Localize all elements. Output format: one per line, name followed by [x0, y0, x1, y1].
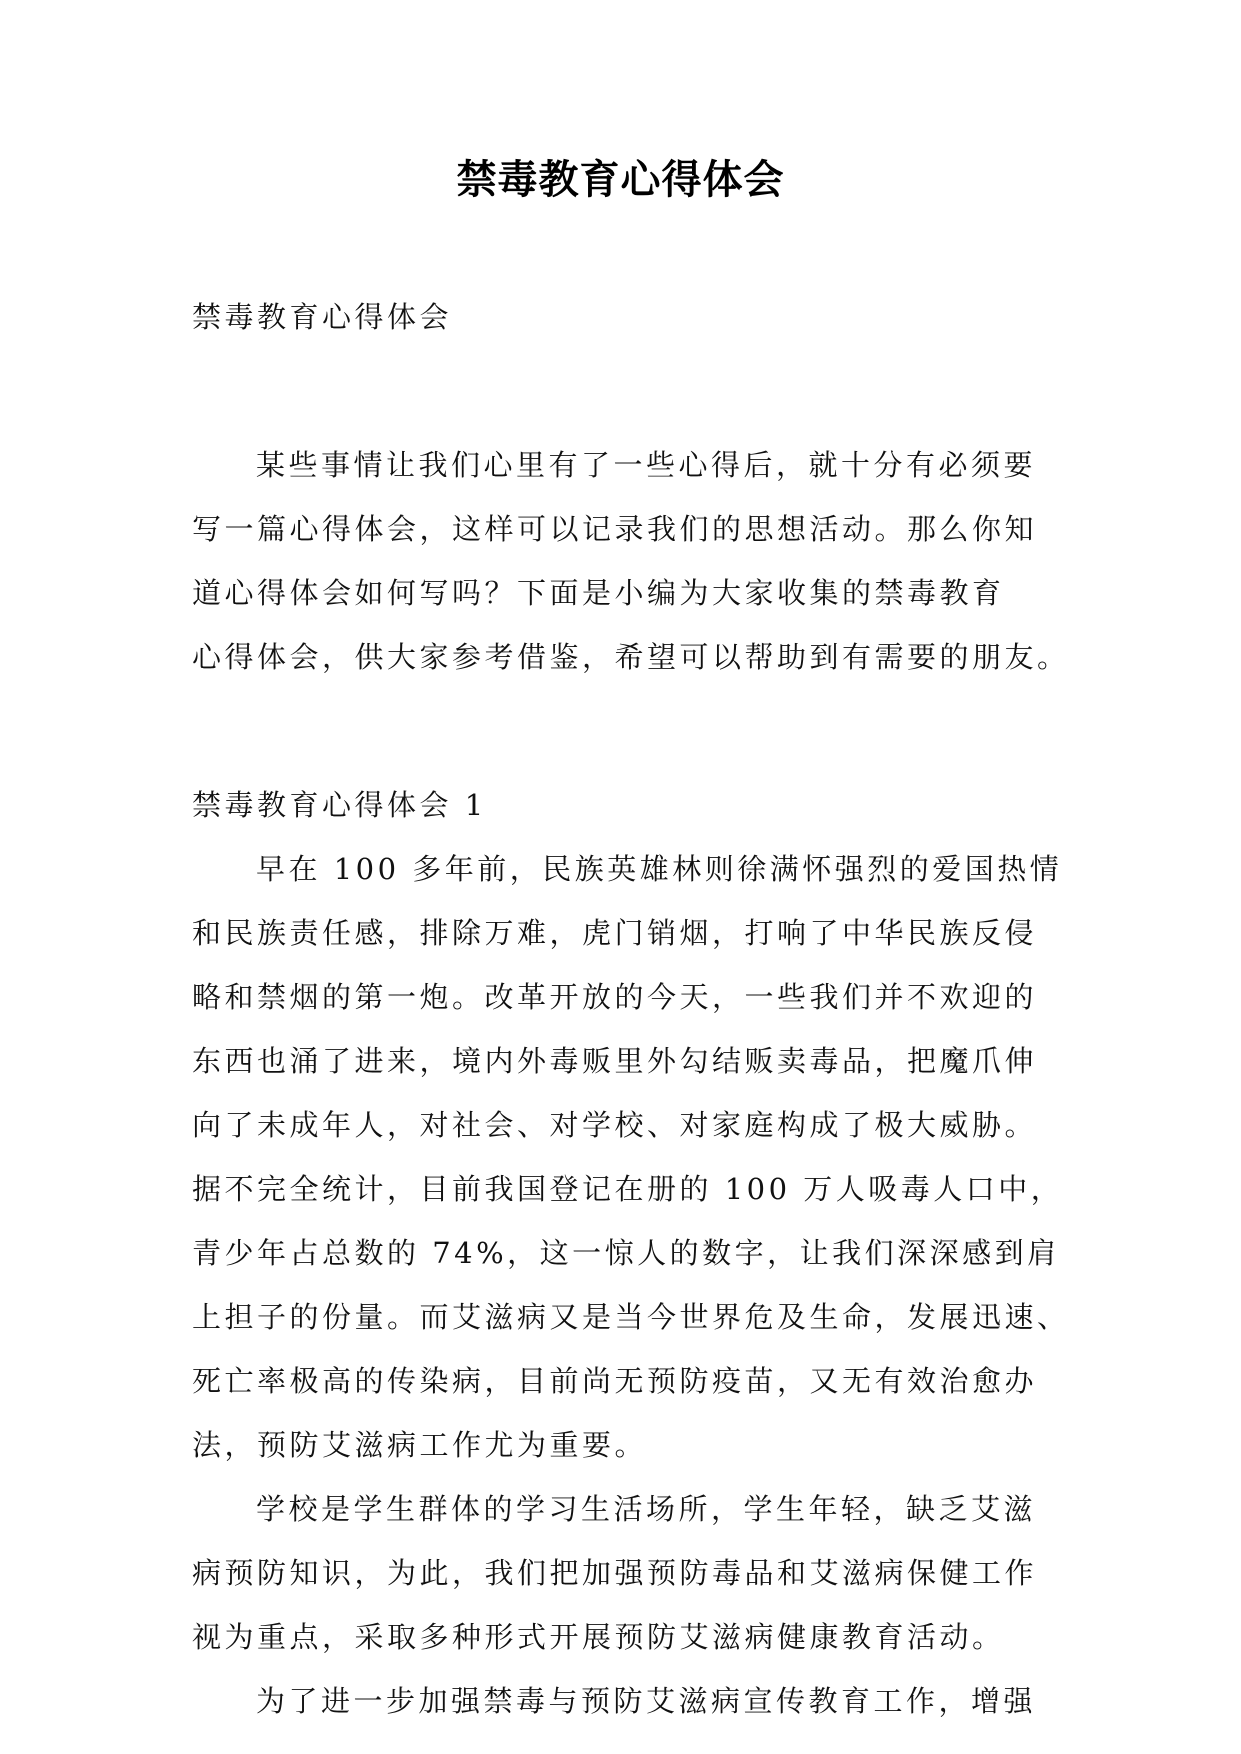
- intro-paragraph: [192, 433, 1070, 689]
- intro-line: 写一篇心得体会，这样可以记录我们的思想活动。那么你知: [192, 512, 1038, 546]
- paragraph-line: 和民族责任感，排除万难，虎门销烟，打响了中华民族反侵: [192, 916, 1038, 950]
- paragraph-line: 据不完全统计，目前我国登记在册的 100 万人吸毒人口中，: [192, 1172, 1064, 1206]
- intro-line: 某些事情让我们心里有了一些心得后，就十分有必须要: [256, 448, 1037, 482]
- paragraph-line: 略和禁烟的第一炮。改革开放的今天，一些我们并不欢迎的: [192, 980, 1038, 1014]
- paragraph-line: 东西也涌了进来，境内外毒贩里外勾结贩卖毒品，把魔爪伸: [192, 1044, 1038, 1078]
- intro-line: 道心得体会如何写吗？下面是小编为大家收集的禁毒教育: [192, 576, 1005, 610]
- paragraph-line: 为了进一步加强禁毒与预防艾滋病宣传教育工作，增强: [256, 1684, 1037, 1718]
- intro-line: 心得体会，供大家参考借鉴，希望可以帮助到有需要的朋友。: [192, 640, 1070, 674]
- paragraph-line: 法，预防艾滋病工作尤为重要。: [192, 1428, 648, 1462]
- document-body: [192, 285, 1070, 1733]
- section-heading: 禁毒教育心得体会 1: [192, 788, 487, 822]
- document-title: 禁毒教育心得体会: [456, 157, 785, 203]
- paragraph-line: 向了未成年人，对社会、对学校、对家庭构成了极大威胁。: [192, 1108, 1038, 1142]
- paragraph-line: 上担子的份量。而艾滋病又是当今世界危及生命，发展迅速、: [192, 1300, 1070, 1334]
- paragraph-line: 死亡率极高的传染病，目前尚无预防疫苗，又无有效治愈办: [192, 1364, 1038, 1398]
- paragraph-line: 视为重点，采取多种形式开展预防艾滋病健康教育活动。: [192, 1620, 1005, 1654]
- subtitle-line: 禁毒教育心得体会: [192, 300, 453, 334]
- paragraph-line: 青少年占总数的 74%，这一惊人的数字，让我们深深感到肩: [192, 1236, 1060, 1270]
- paragraph-3: [192, 1669, 1052, 1733]
- paragraph-line: 学校是学生群体的学习生活场所，学生年轻，缺乏艾滋: [256, 1492, 1037, 1526]
- paragraph-line: 病预防知识，为此，我们把加强预防毒品和艾滋病保健工作: [192, 1556, 1038, 1590]
- paragraph-2: [192, 1477, 1052, 1669]
- paragraph-1: [192, 837, 1070, 1477]
- paragraph-line: 早在 100 多年前，民族英雄林则徐满怀强烈的爱国热情: [256, 852, 1063, 886]
